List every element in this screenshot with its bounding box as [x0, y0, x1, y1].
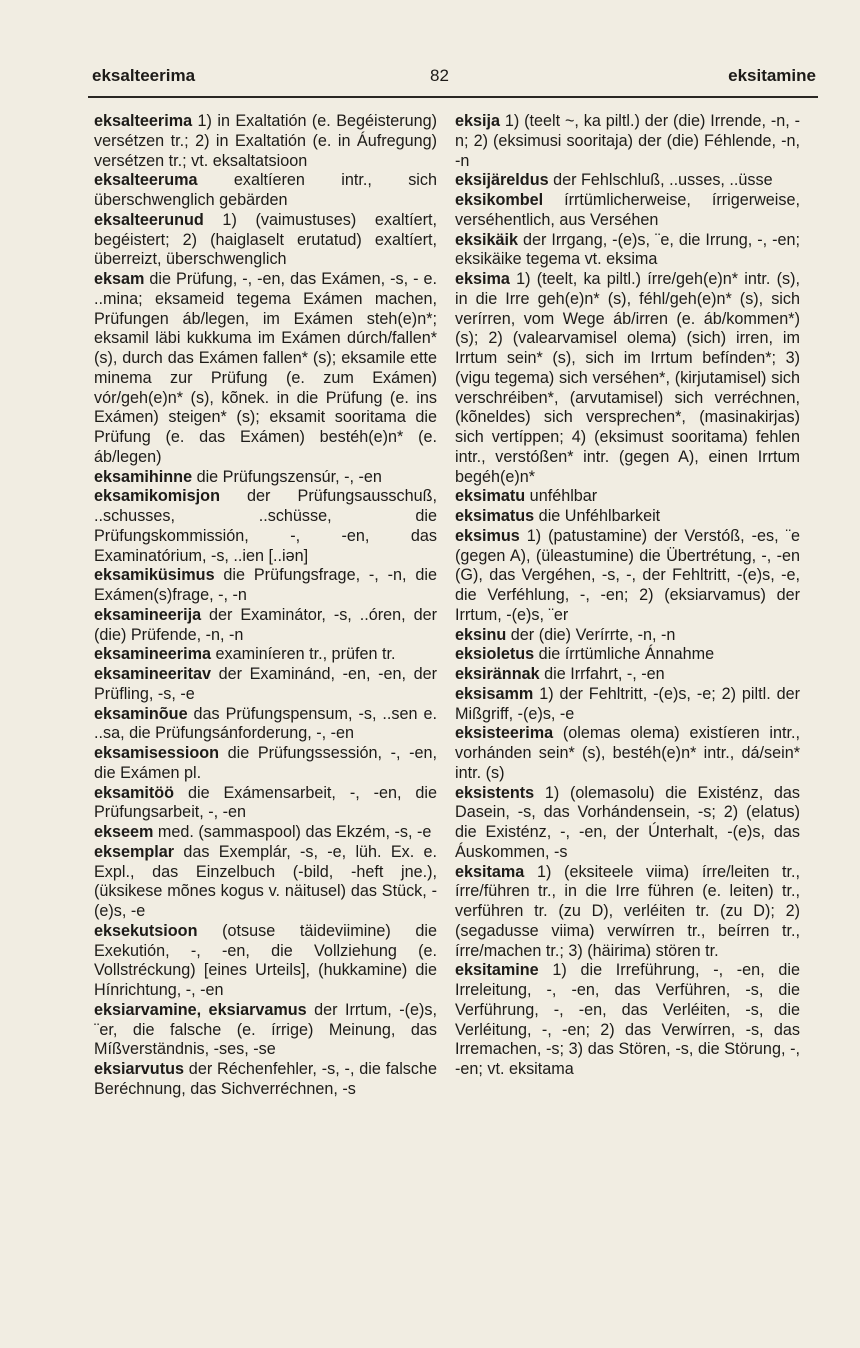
entry-headword: eksamitöö [94, 783, 175, 802]
entry-headword: eksimatu [455, 487, 526, 506]
dictionary-entry [455, 270, 800, 487]
entry-definition: der Irrtum, -(e)s, ¨er, die falsche (e. írrige) Meinung, das Míßverständnis, -ses, -se [94, 1000, 438, 1059]
dictionary-entry [94, 665, 437, 705]
entry-headword: eksemplar [94, 842, 175, 861]
entry-headword: ekseem [94, 823, 154, 841]
dictionary-entry [455, 507, 800, 527]
entry-headword: eksalteerima [94, 112, 193, 130]
entry-definition: der Irrgang, -(e)s, ¨e, die Irrung, -, -en; eksikäike tegema vt. eksima [455, 230, 800, 269]
entry-headword: eksisteerima [455, 724, 554, 743]
dictionary-entry [455, 626, 800, 646]
entry-headword: eksamikomisjon [94, 487, 220, 506]
dictionary-entry [94, 112, 437, 171]
dictionary-entry [94, 784, 437, 824]
entry-definition: írrtümlicherweise, írrigerweise, verséhentlich, aus Verséhen [455, 191, 800, 229]
entry-definition: 1) (olemasolu) die Existénz, das Dasein, -s, das Vorhándensein, -s; 2) (elatus) die Existénz, -, -en, der Únterhalt, -(e)s, das Áuskommen, -s [455, 783, 800, 861]
dictionary-entry [94, 645, 437, 665]
entry-headword: eksinu [455, 625, 507, 644]
running-head-left: eksalteerima [92, 66, 196, 85]
entry-definition: 1) (eksiteele viima) írre/leiten tr., írre/führen tr., in die Irre führen (e. leiten) tr., verführen tr. (zu D), verléiten tr. (zu D); 2) (segadusse viima) verwírren tr., beírren tr., írre/machen tr.; 3) (häirima) stören tr. [455, 862, 800, 960]
entry-definition: (olemas olema) existíeren intr., vorhánden sein* (s), bestéh(e)n* intr., dá/sein* intr. (s) [455, 724, 800, 782]
entry-definition: unféhlbar [525, 487, 598, 506]
entry-headword: eksamiküsimus [94, 566, 215, 585]
dictionary-entry [455, 863, 800, 962]
entry-headword: eksiarvamine, eksiarvamus [94, 1000, 307, 1019]
dictionary-entry [94, 705, 437, 745]
entry-definition: (otsuse täideviimine) die Exekutión, -, -en, die Vollziehung (e. Vollstréckung) [eines Urteils], (hukkamine) die Hínrichtung, -, -en [94, 921, 437, 999]
entry-definition: der Examinánd, -en, -en, der Prüfling, -s, -e [94, 665, 437, 703]
entry-headword: eksistents [455, 783, 535, 802]
entry-definition: 1) (vaimustuses) exaltíert, begéistert; 2) (haiglaselt erutatud) exaltíert, überreizt, überschwenglich [94, 210, 437, 269]
dictionary-entry [94, 487, 437, 566]
left-column [94, 112, 437, 1100]
entry-headword: eksisamm [455, 684, 534, 703]
entry-headword: eksamineerima [94, 645, 211, 664]
entry-definition: 1) (teelt ~, ka piltl.) der (die) Irrende, -n, -n; 2) (eksimusi sooritaja) der (die) Féhlende, -n, -n [455, 112, 800, 170]
dictionary-entry [455, 112, 800, 171]
dictionary-entry [94, 270, 437, 468]
dictionary-entry [455, 171, 800, 191]
entry-headword: eksamineeritav [94, 665, 211, 683]
dictionary-entry [94, 606, 437, 646]
entry-headword: eksalteerunud [94, 210, 204, 229]
entry-definition: med. (sammaspool) das Ekzém, -s, -e [153, 823, 432, 841]
entry-definition: die Irrfahrt, -, -en [539, 665, 665, 683]
dictionary-entry [455, 527, 800, 626]
page-header [92, 66, 816, 92]
entry-headword: eksaminõue [94, 704, 188, 723]
entry-definition: 1) (patustamine) der Verstóß, -es, ¨e (gegen A), (üleastumine) die Übertrétung, -, -en (G), das Vergéhen, -s, -, der Fehltritt, -(e)s, -e, die Verféhlung, -, -en; 2) (eksiarvamus) der Irrtum, -(e)s, ¨er [455, 526, 800, 624]
dictionary-entry [455, 961, 800, 1080]
entry-definition: die Prüfungszensúr, -, -en [192, 467, 382, 486]
entry-definition: die Exámensarbeit, -, -en, die Prüfungsarbeit, -, -en [94, 783, 437, 822]
entry-definition: exaltíeren intr., sich überschwenglich gebärden [94, 171, 437, 209]
dictionary-entry [94, 1060, 437, 1100]
entry-definition: 1) in Exaltatión (e. Begéisterung) versétzen tr.; 2) in Exaltatión (e. in Áufregung) versétzen tr.; vt. eksaltatsioon [94, 112, 437, 170]
dictionary-entry [94, 566, 437, 606]
entry-headword: eksamisessioon [94, 744, 220, 762]
entry-headword: eksekutsioon [94, 921, 198, 940]
dictionary-entry [455, 191, 800, 231]
entry-headword: eksikombel [455, 191, 544, 209]
entry-headword: eksiarvutus [94, 1060, 184, 1078]
entry-definition: der Fehlschluß, ..usses, ..üsse [548, 171, 773, 190]
dictionary-entry [94, 823, 437, 843]
dictionary-entry [94, 1001, 437, 1060]
dictionary-entry [455, 231, 800, 271]
right-column [455, 112, 800, 1080]
entry-definition: die Prüfung, -, -en, das Exámen, -s, - e. ..mina; eksameid tegema Exámen machen, Prüfungen áb/legen, im Exámen steh(e)n*; eksamil läbi kukkuma im Exámen dúrch/fallen* (s), durch das Exámen fallen* (s); eksamile ette minema zur Prüfung (e. zum Exámen) vór/geh(e)n* (s), kõnek. in die Prüfung (e. ins Exámen) steigen* (s); eksamit sooritama die Prüfung (e. das Exámen) bestéh(e)n* (e. áb/legen) [94, 270, 437, 466]
entry-headword: eksioletus [455, 645, 535, 664]
entry-definition: 1) (teelt, ka piltl.) írre/geh(e)n* intr. (s), in die Irre geh(e)n* (s), féhl/geh(e)n* (s), sich verírren, vom Wege áb/irren (e. áb/kommen*) (s); 2) (valearvamisel olema) (sich) irren, im Irrtum sein* (s), sich im Irrtum befínden*; 3) (vigu tegema) sich verséhen*, (kirjutamisel) sich verschréiben*, (arvutamisel) sich verréchnen, (kõneldes) sich versprechen*, (masinakirjas) sich vertíppen; 4) (eksimust sooritama) fehlen intr., verstóßen* intr. (gegen A), einen Irrtum begéh(e)n* [455, 270, 800, 486]
dictionary-entry [455, 645, 800, 665]
entry-definition: der Examinátor, -s, ..óren, der (die) Prüfende, -n, -n [94, 605, 437, 644]
entry-headword: eksitama [455, 862, 525, 881]
entry-headword: eksikäik [455, 230, 519, 249]
dictionary-entry [455, 665, 800, 685]
dictionary-entry [455, 724, 800, 783]
dictionary-entry [455, 784, 800, 863]
dictionary-entry [94, 922, 437, 1001]
dictionary-entry [94, 211, 437, 270]
entry-definition: die Unféhlbarkeit [534, 507, 661, 525]
entry-definition: das Exemplár, -s, -e, lüh. Ex. e. Expl., das Einzelbuch (-bild, -heft jne.), (üksikese mõnes kogus v. näitusel) das Stück, -(e)s, -e [94, 842, 437, 920]
entry-headword: eksirännak [455, 665, 540, 683]
entry-definition: das Prüfungspensum, -s, ..sen e. ..sa, die Prüfungsánforderung, -, -en [94, 704, 437, 743]
entry-headword: eksamineerija [94, 605, 202, 624]
entry-headword: eksalteeruma [94, 171, 198, 190]
dictionary-entry [455, 685, 800, 725]
entry-definition: 1) die Irreführung, -, -en, die Irreleitung, -, -en, das Verführen, -s, die Verführung, -, -en, das Verléiten, -s, die Verléitung, -, -en; 2) das Verwírren, -s, das Irremachen, -s; 3) das Stören, -s, die Störung, -, -en; vt. eksitama [455, 961, 800, 1078]
entry-definition: der Prüfungsausschuß, ..schusses, ..schüsse, die Prüfungskommissión, -, -en, das Examinatórium, -s, ..ien [..iən] [94, 487, 437, 565]
running-head-right: eksitamine [728, 66, 816, 85]
entry-definition: die írrtümliche Ánnahme [534, 645, 715, 664]
entry-definition: die Prüfungsfrage, -, -n, die Exámen(s)frage, -, -n [94, 566, 437, 604]
entry-definition: die Prüfungssessión, -, -en, die Exámen pl. [94, 744, 437, 782]
dictionary-entry [94, 843, 437, 922]
entry-headword: eksija [455, 112, 501, 130]
entry-headword: eksimus [455, 526, 520, 545]
dictionary-entry [94, 468, 437, 488]
entry-headword: eksamihinne [94, 467, 193, 486]
entry-headword: eksitamine [455, 961, 539, 980]
entry-headword: eksimatus [455, 507, 535, 525]
dictionary-entry [94, 171, 437, 211]
entry-definition: 1) der Fehltritt, -(e)s, -e; 2) piltl. der Mißgriff, -(e)s, -e [455, 684, 800, 723]
entry-headword: eksam [94, 270, 145, 288]
header-rule [88, 96, 818, 98]
page-number: 82 [430, 66, 449, 85]
dictionary-entry [94, 744, 437, 784]
dictionary-entry [455, 487, 800, 507]
entry-headword: eksima [455, 270, 510, 288]
entry-headword: eksijäreldus [455, 171, 549, 190]
entry-definition: der Réchenfehler, -s, -, die falsche Beréchnung, das Sichverréchnen, -s [94, 1060, 437, 1098]
entry-definition: der (die) Verírrte, -n, -n [506, 625, 676, 644]
entry-definition: examiníeren tr., prüfen tr. [211, 645, 396, 664]
